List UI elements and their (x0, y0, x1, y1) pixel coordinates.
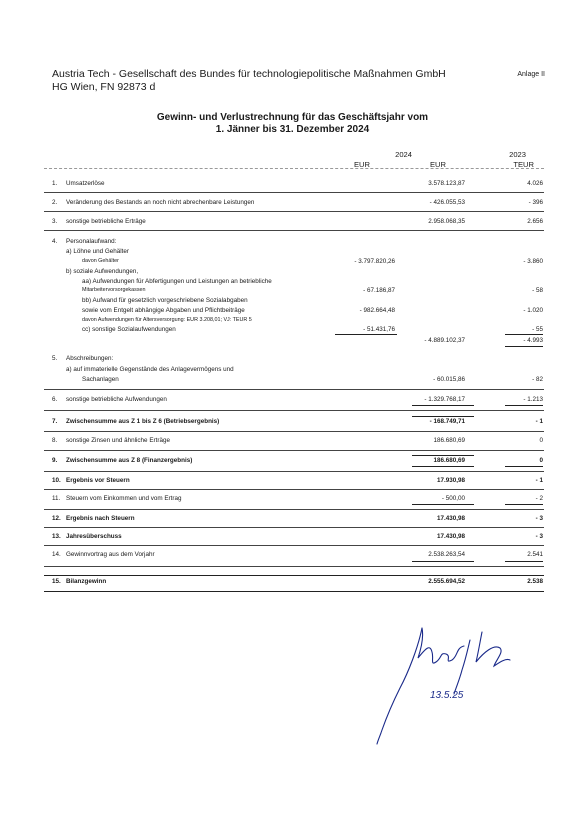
row-sozialabgaben-label: bb) Aufwand für gesetzlich vorgeschriebene Sozialabgaben (82, 297, 248, 304)
year-prior-header: 2023 (509, 150, 526, 159)
subtotal-underline (505, 466, 543, 467)
subtotal-overline (412, 416, 474, 417)
header-rule (44, 168, 544, 169)
appendix-label: Anlage II (517, 71, 545, 78)
row-divider (44, 192, 544, 193)
row-abschreibungen-a: a) auf immaterielle Gegenstände des Anlagevermögens und (66, 366, 234, 373)
row-divider (44, 450, 544, 451)
row-umsatzerloese: 1. Umsatzerlöse 3.578.123,87 4.026 (52, 180, 543, 187)
unit-prior-col: TEUR (513, 160, 534, 169)
subtotal-overline (412, 455, 474, 456)
subtotal-underline (505, 561, 543, 562)
row-divider (44, 566, 544, 567)
row-abschreibungen: 5. Abschreibungen: (52, 355, 114, 362)
row-mitarbeitervorsorge: Mitarbeitervorsorgekassen - 67.186,87 - 58 (82, 287, 543, 294)
company-line-2: HG Wien, FN 92873 d (52, 80, 156, 93)
row-steuern: 11. Steuern vom Einkommen und vom Ertrag - 500,00 - 2 (52, 495, 543, 502)
row-divider (44, 509, 544, 510)
row-divider (44, 211, 544, 212)
signature-date: 13.5.25 (430, 690, 464, 701)
row-abfertigungen-label: aa) Aufwendungen für Abfertigungen und Leistungen an betriebliche (82, 278, 272, 285)
row-sachanlagen: Sachanlagen - 60.015,86 - 82 (82, 376, 543, 383)
row-sonstige-ertraege: 3. sonstige betriebliche Erträge 2.958.068,35 2.656 (52, 218, 543, 225)
statement-title-line-1: Gewinn- und Verlustrechnung für das Geschäftsjahr vom (156, 112, 429, 123)
row-gewinnvortrag: 14. Gewinnvortrag aus dem Vorjahr 2.538.263,54 2.541 (52, 551, 543, 558)
row-divider (44, 489, 544, 490)
row-altersversorgung: davon Aufwendungen für Altersversorgung: EUR 3.208,01; VJ: TEUR 5 (82, 317, 252, 323)
row-divider (44, 591, 544, 592)
total-underline (505, 346, 543, 347)
row-ergebnis-nach-steuern: 12. Ergebnis nach Steuern 17.430,98 - 3 (52, 515, 543, 522)
row-soziale-aufwendungen: b) soziale Aufwendungen, (66, 268, 139, 275)
row-divider (44, 545, 544, 546)
row-bestandsveraenderung: 2. Veränderung des Bestands an noch nicht abrechenbare Leistungen - 426.055,53 - 396 (52, 199, 543, 206)
row-personalaufwand-total: - 4.889.102,37 - 4.993 (424, 337, 543, 344)
row-sonstige-aufwendungen: 6. sonstige betriebliche Aufwendungen - 1.329.768,17 - 1.213 (52, 396, 543, 403)
row-betriebsergebnis: 7. Zwischensumme aus Z 1 bis Z 6 (Betriebsergebnis) - 168.749,71 - 1 (52, 418, 543, 425)
row-divider (44, 410, 544, 411)
year-current-header: 2024 (395, 150, 412, 159)
row-divider (44, 230, 544, 231)
row-davon-gehaelter: davon Gehälter - 3.797.820,26 - 3.860 (82, 258, 543, 265)
subtotal-underline (505, 334, 543, 335)
subtotal-underline (412, 466, 474, 467)
row-jahresueberschuss: 13. Jahresüberschuss 17.430,98 - 3 (52, 533, 543, 540)
subtotal-underline (412, 504, 474, 505)
row-sozialabgaben: sowie vom Entgelt abhängige Abgaben und Pflichtbeiträge - 982.664,48 - 1.020 (82, 307, 543, 314)
subtotal-underline (335, 334, 397, 335)
subtotal-underline (505, 504, 543, 505)
statement-title-line-2: 1. Jänner bis 31. Dezember 2024 (215, 124, 370, 135)
unit-current-col1: EUR (353, 160, 370, 169)
row-divider (44, 575, 544, 576)
row-loehne-gehaelter: a) Löhne und Gehälter (66, 248, 130, 255)
row-divider (44, 431, 544, 432)
row-divider (44, 389, 544, 390)
handwritten-signature (360, 618, 530, 748)
company-name (52, 68, 446, 93)
row-personalaufwand: 4. Personalaufwand: (52, 238, 117, 245)
company-line-1: Austria Tech - Gesellschaft des Bundes für technologiepolitische Maßnahmen GmbH (52, 68, 446, 80)
row-ergebnis-vor-steuern: 10. Ergebnis vor Steuern 17.930,98 - 1 (52, 477, 543, 484)
row-finanzergebnis: 9. Zwischensumme aus Z 8 (Finanzergebnis) 186.680,69 0 (52, 457, 543, 464)
row-bilanzgewinn: 15. Bilanzgewinn 2.555.694,52 2.538 (52, 578, 543, 585)
unit-current-col2: EUR (429, 160, 446, 169)
subtotal-underline (412, 405, 474, 406)
row-divider (44, 527, 544, 528)
row-divider (44, 471, 544, 472)
row-sonstige-sozialaufwendungen: cc) sonstige Sozialaufwendungen - 51.431,76 - 55 (82, 326, 543, 333)
subtotal-underline (412, 561, 474, 562)
row-zinsen: 8. sonstige Zinsen und ähnliche Erträge 186.680,69 0 (52, 437, 543, 444)
subtotal-underline (505, 405, 543, 406)
